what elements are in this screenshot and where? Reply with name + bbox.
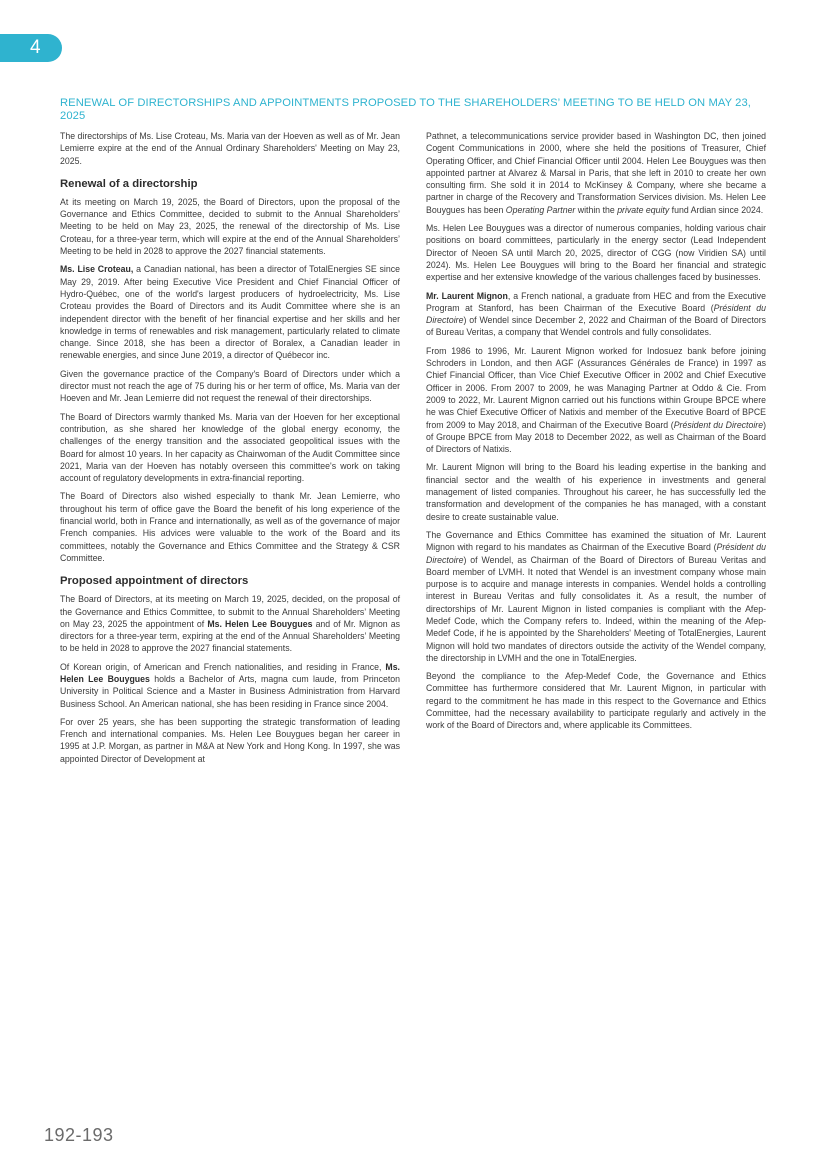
appointment-text-b: and of Mr. Mignon as directors for a three-year term, expiring at the end of the Annual Shareholders’ Meeting to be held in 2028 to approve the 2027 financial statements. (60, 618, 401, 654)
bouygues-director-paragraph: Ms. Helen Lee Bouygues was a director of numerous companies, holding various chair positions on board committees, particularly in the energy sector (Lead Independent Director of Neoen SA until March 20, 2025, director of CGG (now Viridien SA) until 2024). Ms. Helen Lee Bouygues will bring to the Board her financial and strategic expertise and her extensive knowledge of the various challenges faced by businesses. (426, 223, 766, 283)
mignon-expertise-paragraph: Mr. Laurent Mignon will bring to the Board his leading expertise in the banking and financial sector and the wealth of his experience in investments and general management of listed companies. Throughout his career, he has successfully led the transformation and development of the companies he has managed, with a constant desire to create sustainable value. (426, 462, 766, 522)
croteau-paragraph (60, 263, 400, 361)
croteau-text: a Canadian national, has been a director of TotalEnergies SE since May 29, 2019. After being Executive Vice President and Chief Financial Officer of Hydro-Québec, one of the world's largest producers of hydroelectricity, Ms. Lise Croteau provides the Board of Directors and its Audit Committee where she is an independent director with the benefit of her financial expertise and her skills and her knowledge in terms of renewables and risk management, particularly related to climate change. Since 2018, she has been a director of Boralex, a Canadian leader in renewable energies, and since June 2019, a director of Québecor inc. (60, 264, 400, 361)
section-number: 4 (30, 37, 41, 58)
appointment-name: Ms. Helen Lee Bouygues (207, 618, 313, 629)
appointment-subtitle: Proposed appointment of directors (60, 575, 249, 588)
committee-text-a: The Governance and Ethics Committee has examined the situation of Mr. Laurent Mignon with regard to his mandates as Chairman of the Executive Board ( (426, 529, 766, 553)
mignon-career-text-a: From 1986 to 1996, Mr. Laurent Mignon worked for Indosuez bank before joining Schroders in London, and then AGF (Assurances Générales de France) in 1997 as Chief Financial Officer, than Vice Chief Executive Officer in 2002 and Chief Executive Officer in 2006. From 2007 to 2009, he was Managing Partner at Oddo & Cie. From 2009 to 2022, Mr. Laurent Mignon carried out his functions within Groupe BPCE where he was Chief Executive Officer of Natixis and member of the Executive Board of BPCE from 2009 to May 2018, and Chairman of the Executive Board ( (426, 345, 766, 430)
thanks-hoeven-paragraph: The Board of Directors warmly thanked Ms. Maria van der Hoeven for her exceptional contribution, as she shared her knowledge of the global energy economy, the challenges of the energy transition and the associated geopolitical issues with the Board for almost 10 years. In her capacity as Chairwoman of the Audit Committee since 2021, Maria van der Hoeven has notably overseen this committee's work on taking account of regulatory developments in extra-financial reporting. (60, 411, 400, 484)
committee-conclusion-paragraph: Beyond the compliance to the Afep-Medef Code, the Governance and Ethics Committee has furthermore considered that Mr. Laurent Mignon, in particular with regard to the commitment he has made in this respect to the Governance and Ethics Committee, had the necessary availability to participate regularly and actively in the work of the Board of Directors and, where applicable its Committees. (426, 671, 766, 731)
mignon-name: Mr. Laurent Mignon (426, 290, 508, 301)
bouygues-bio-name: Ms. Helen Lee Bouygues (60, 661, 400, 684)
right-column (426, 130, 766, 738)
bouygues-bio-text-a: Of Korean origin, of American and French nationalities, and residing in France, (60, 661, 386, 672)
page-number: 192-193 (44, 1125, 114, 1145)
committee-examination-paragraph (426, 529, 766, 664)
mignon-career-text-b: ) of Groupe BPCE from May 2018 to December 2022, as well as Chairman of the Board of Directors of Natixis. (426, 419, 767, 455)
operating-partner-term: Operating Partner (505, 204, 576, 215)
governance-paragraph: Given the governance practice of the Company's Board of Directors under which a director must not reach the age of 75 during his or her term of office, Ms. Maria van der Hoeven and Mr. Jean Lemierre did not request the renewal of their directorships. (60, 368, 400, 404)
mignon-intro-paragraph (426, 290, 766, 339)
bouygues-cont-text-a: Pathnet, a telecommunications service provider based in Washington DC, then joined Cogent Communications in 2000, where she held the positions of Treasurer, Chief Operating Officer, and Chief Financial Officer until 2004. Helen Lee Bouygues was then appointed partner at Alvarez & Marsal in Paris, that she left in 2010 to create her own consulting firm. She sold it in 2014 to McKinsey & Company, where she became a partner in charge of the Recovery and Transformation Services division. Ms. Helen Lee Bouygues has been (426, 131, 766, 215)
bouygues-bio-paragraph (60, 661, 400, 710)
mignon-intro-text-b: ) of Wendel since December 2, 2022 and Chairman of the Board of Directors of Bureau Veritas, a company that Wendel controls and fully consolidates. (426, 315, 766, 338)
committee-italic: Président du Directoire (426, 542, 766, 565)
croteau-name: Ms. Lise Croteau, (60, 264, 134, 275)
appointment-text-a: The Board of Directors, at its meeting on March 19, 2025, decided, on the proposal of the Governance and Ethics Committee, to submit to the Annual Shareholders’ Meeting on May 23, 2025 the appointment of (60, 594, 400, 629)
mignon-intro-text-a: , a French national, a graduate from HEC and from the Executive Program at Stanford, has been Chairman of the Executive Board ( (426, 290, 766, 313)
thanks-lemierre-paragraph: The Board of Directors also wished especially to thank Mr. Jean Lemierre, who throughout his term of office gave the Board the benefit of his long experience of the financial world, both in France and internationally, as well as of the governance of major French companies. His advices were valuable to the work of the Board and its committees, notably the Governance and Ethics Committee and the Strategy & CSR Committee. (60, 491, 400, 563)
section-number-tab (0, 34, 62, 62)
bouygues-career-paragraph: For over 25 years, she has been supporting the strategic transformation of leading French and international companies. Ms. Helen Lee Bouygues began her career in 1995 at J.P. Morgan, as partner in M&A at New York and Hong Kong. In 1997, she was appointed Director of Development at (60, 716, 400, 764)
appointment-paragraph (60, 593, 400, 654)
private-equity-term: private equity (617, 204, 670, 215)
left-column (60, 130, 400, 771)
mignon-career-paragraph (426, 345, 766, 456)
bouygues-cont-text-c: fund Ardian since 2024. (669, 204, 764, 215)
mignon-intro-italic: Président du Directoire (426, 302, 766, 326)
renewal-paragraph: At its meeting on March 19, 2025, the Board of Directors, upon the proposal of the Governance and Ethics Committee, decided to submit to the Annual Shareholders’ Meeting to be held on May 23, 2025, the renewal of the directorship of Ms. Lise Croteau, for a three-year term, which will expire at the end of the Annual Shareholders’ Meeting to be held in 2028 to approve the 2027 financial statements. (60, 196, 400, 257)
intro-paragraph: The directorships of Ms. Lise Croteau, Ms. Maria van der Hoeven as well as of Mr. Jean Lemierre expire at the end of the Annual Ordinary Shareholders' Meeting on May 23, 2025. (60, 131, 400, 166)
committee-text-b: ) of Wendel, as Chairman of the Board of Directors of Bureau Veritas and Board member of LVMH. It noted that Wendel is an investment company whose main purpose is to acquire and manage interests in companies. Wendel holds a controlling interest in Bureau Veritas and fully consolidates it. As a result, the number of directorships of Mr. Laurent Mignon in listed companies is compliant with the Afep-Medef Code, which the Company refers to. Indeed, within the meaning of the Afep-Medef Code, if he is appointed by the Shareholders' Meeting of TotalEnergies, Laurent Mignon will hold two mandates of directors outside the activity of the Wendel company, the directorship in LVMH and the one in TotalEnergies. (426, 554, 766, 663)
bouygues-career-continued (426, 130, 766, 216)
bouygues-bio-text-b: holds a Bachelor of Arts, magna cum laude, from Princeton University in Political Science and a Master in Business Administration from Harvard Business School. An American national, she has been residing in France since 2004. (60, 673, 400, 709)
page-heading: RENEWAL OF DIRECTORSHIPS AND APPOINTMENTS PROPOSED TO THE SHAREHOLDERS’ MEETING TO BE HELD ON MAY 23, 2025 (60, 97, 752, 122)
renewal-subtitle: Renewal of a directorship (60, 177, 198, 190)
mignon-career-italic: Président du Directoire (673, 419, 764, 430)
bouygues-cont-text-b: within the (575, 204, 618, 215)
